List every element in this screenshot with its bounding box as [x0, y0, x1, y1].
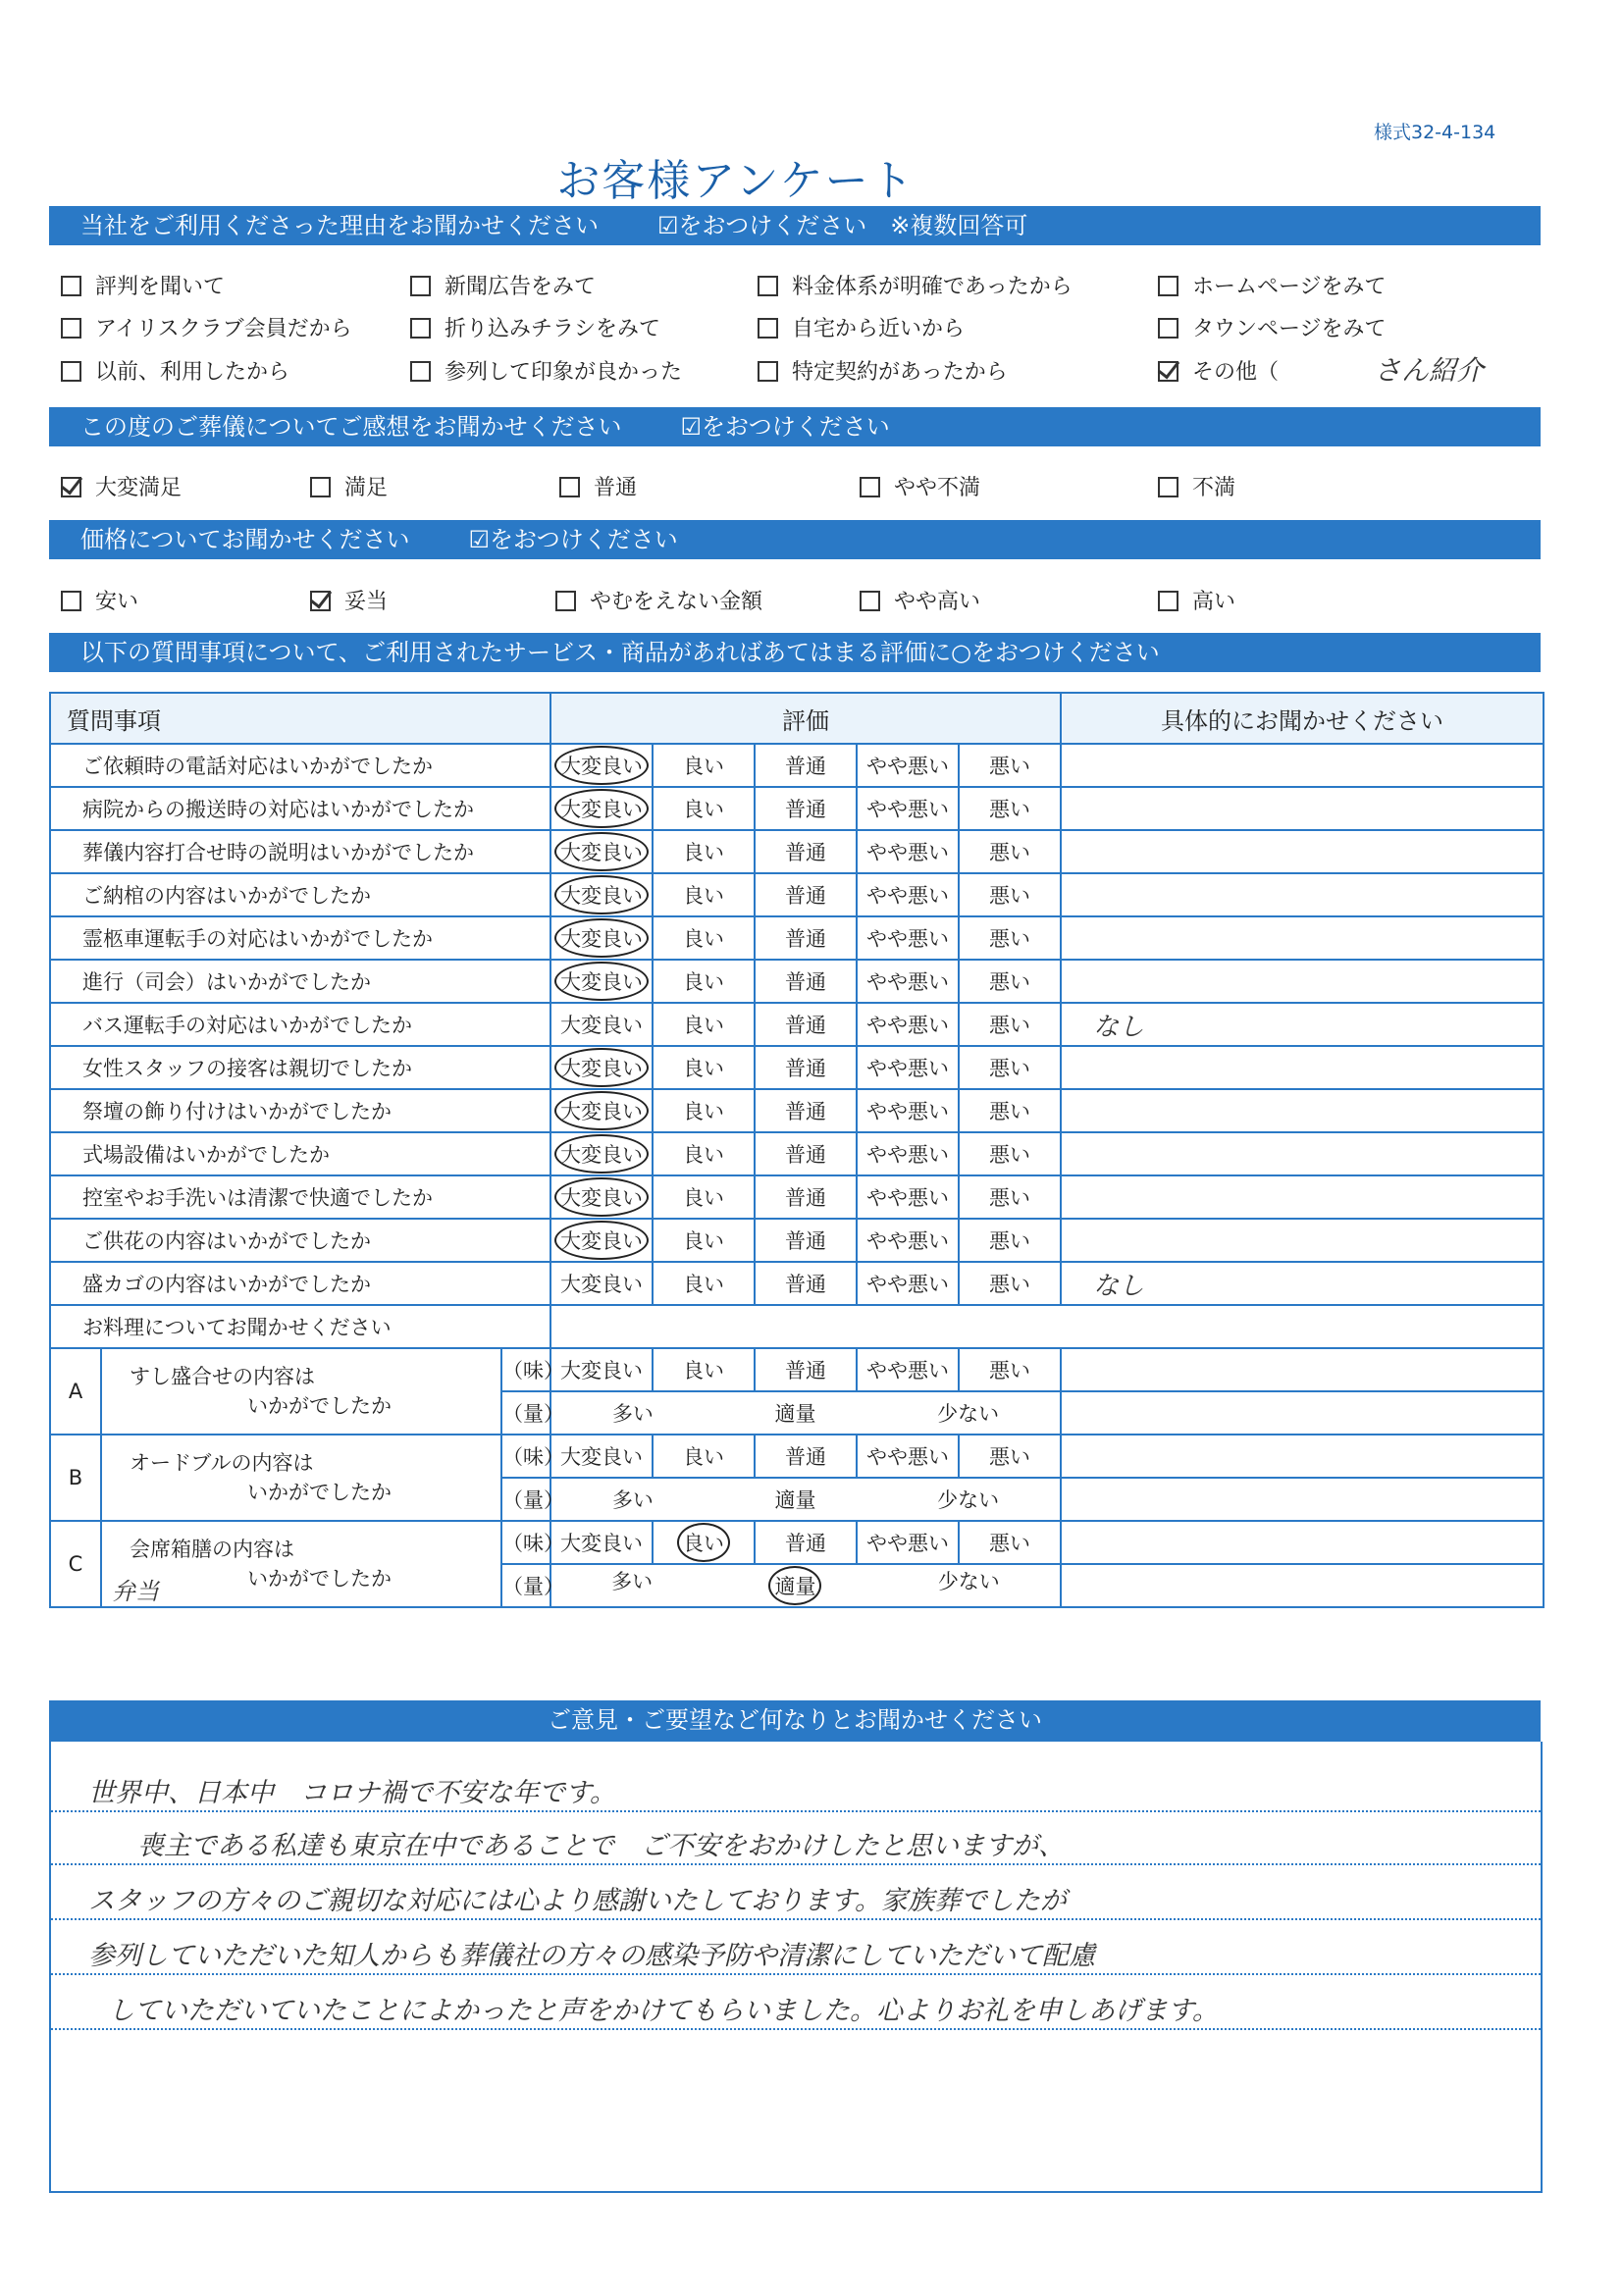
taste-label: （味）: [501, 1521, 550, 1564]
table-row: [50, 1175, 1544, 1219]
rating-option[interactable]: 大変良い: [550, 1089, 653, 1132]
checkbox-option[interactable]: やや高い: [860, 585, 980, 615]
section-reasons-header: [49, 206, 1541, 245]
checkbox-option[interactable]: タウンページをみて: [1158, 312, 1387, 342]
question-label: 控室やお手洗いは清潔で快適でしたか: [50, 1175, 550, 1219]
table-row: [50, 787, 1544, 830]
rating-option[interactable]: 良い: [653, 1175, 755, 1219]
rating-option[interactable]: 普通: [755, 960, 857, 1003]
rating-option[interactable]: 良い: [653, 873, 755, 916]
question-label: 霊柩車運転手の対応はいかがでしたか: [50, 916, 550, 960]
checkbox-checked-icon[interactable]: [310, 591, 331, 611]
rating-option[interactable]: 悪い: [959, 916, 1061, 960]
rating-option[interactable]: 普通: [755, 1175, 857, 1219]
checkbox-checked-icon[interactable]: [1158, 361, 1178, 382]
checkbox-option[interactable]: 普通: [559, 471, 637, 501]
checkbox-option[interactable]: 自宅から近いから: [758, 312, 965, 342]
question-label: ご納棺の内容はいかがでしたか: [50, 873, 550, 916]
evaluation-table: [49, 692, 1544, 1608]
rating-option[interactable]: 普通: [755, 787, 857, 830]
table-row: [50, 1046, 1544, 1089]
rating-option[interactable]: やや悪い: [857, 1003, 959, 1046]
section-impression-header: [49, 407, 1541, 446]
rating-option[interactable]: 良い: [653, 1435, 755, 1478]
rating-option[interactable]: やや悪い: [857, 1348, 959, 1391]
rating-option[interactable]: 良い: [653, 916, 755, 960]
rating-option[interactable]: 悪い: [959, 873, 1061, 916]
detail-cell[interactable]: [1061, 1089, 1544, 1132]
section-note: ☑をおつけください: [680, 413, 890, 441]
rating-option[interactable]: 大変良い: [550, 1219, 653, 1262]
rating-option[interactable]: 良い: [653, 787, 755, 830]
rating-option[interactable]: 大変良い: [550, 1175, 653, 1219]
checkbox-icon[interactable]: [860, 591, 880, 611]
section-note: ☑をおつけください: [468, 526, 678, 553]
table-row: [50, 1262, 1544, 1305]
rating-option[interactable]: 大変良い: [550, 1348, 653, 1391]
checkbox-icon[interactable]: [1158, 276, 1178, 296]
table-row: [50, 744, 1544, 787]
section-heading: 価格についてお聞かせください: [80, 526, 410, 553]
checkbox-option[interactable]: 以前、利用したから: [61, 355, 289, 386]
question-label: 祭壇の飾り付けはいかがでしたか: [50, 1089, 550, 1132]
detail-cell[interactable]: [1061, 744, 1544, 787]
detail-cell[interactable]: [1061, 1132, 1544, 1175]
checkbox-icon[interactable]: [860, 477, 880, 497]
amount-option[interactable]: 多い: [611, 1402, 654, 1426]
rating-option[interactable]: 悪い: [959, 1521, 1061, 1564]
rating-option[interactable]: 良い: [653, 1046, 755, 1089]
comment-line: 世界中、日本中 コロナ禍で不安な年です。: [88, 1778, 616, 1808]
detail-cell[interactable]: なし: [1061, 1003, 1544, 1046]
rating-option[interactable]: 良い: [653, 1521, 755, 1564]
checkbox-option[interactable]: 不満: [1158, 471, 1235, 501]
table-row: [50, 1132, 1544, 1175]
comment-line: 参列していただいた知人からも葬儀社の方々の感染予防や清潔にしていただいて配慮: [88, 1941, 1095, 1971]
table-row: [50, 1003, 1544, 1046]
section-heading: 当社をご利用くださった理由をお聞かせください: [80, 212, 599, 239]
rating-option[interactable]: やや悪い: [857, 1089, 959, 1132]
rating-option[interactable]: 普通: [755, 1132, 857, 1175]
table-row: [50, 873, 1544, 916]
table-row: [50, 1219, 1544, 1262]
rating-option[interactable]: やや悪い: [857, 1219, 959, 1262]
checkbox-icon[interactable]: [758, 318, 778, 339]
rating-option[interactable]: 悪い: [959, 1046, 1061, 1089]
checkbox-icon[interactable]: [555, 591, 576, 611]
page-title: お客様アンケート: [556, 156, 916, 206]
rating-option[interactable]: 大変良い: [550, 1003, 653, 1046]
checkbox-option[interactable]: 参列して印象が良かった: [410, 355, 682, 386]
checkbox-option[interactable]: ホームページをみて: [1158, 270, 1387, 300]
rating-option[interactable]: 悪い: [959, 1175, 1061, 1219]
rating-option[interactable]: 大変良い: [550, 1435, 653, 1478]
checkbox-icon[interactable]: [61, 318, 81, 339]
rating-option[interactable]: やや悪い: [857, 744, 959, 787]
comment-line: スタッフの方々のご親切な対応には心より感謝いたしております。家族葬でしたが: [88, 1886, 1067, 1916]
detail-cell[interactable]: [1061, 1175, 1544, 1219]
checkbox-icon[interactable]: [758, 361, 778, 382]
amount-label: （量）: [501, 1564, 550, 1607]
table-row: [50, 1348, 1544, 1391]
rating-option[interactable]: 悪い: [959, 960, 1061, 1003]
rating-option[interactable]: 大変良い: [550, 1132, 653, 1175]
rating-option[interactable]: 悪い: [959, 1262, 1061, 1305]
detail-cell[interactable]: [1061, 1348, 1544, 1391]
checkbox-icon[interactable]: [61, 276, 81, 296]
checkbox-option[interactable]: 妥当: [310, 585, 388, 615]
rating-option[interactable]: 普通: [755, 1089, 857, 1132]
column-header-rating: 評価: [550, 693, 1061, 744]
rating-option[interactable]: 良い: [653, 960, 755, 1003]
checkbox-option[interactable]: 満足: [310, 471, 388, 501]
food-question: 会席箱膳の内容は いかがでしたか 弁当: [101, 1521, 501, 1607]
column-header-detail: 具体的にお聞かせください: [1061, 693, 1544, 744]
amount-option[interactable]: 適量: [774, 1402, 816, 1426]
rating-option[interactable]: 良い: [653, 1262, 755, 1305]
rating-option[interactable]: 良い: [653, 830, 755, 873]
comment-line: 喪主である私達も東京在中であることで ご不安をおかけしたと思いますが、: [137, 1831, 1065, 1861]
checkbox-option[interactable]: 高い: [1158, 585, 1235, 615]
rating-option[interactable]: 悪い: [959, 1089, 1061, 1132]
rating-option[interactable]: やや悪い: [857, 1521, 959, 1564]
rating-option[interactable]: やや悪い: [857, 873, 959, 916]
section-heading: 以下の質問事項について、ご利用されたサービス・商品があればあてはまる評価に○をおつけください: [80, 639, 1160, 666]
question-label: 式場設備はいかがでしたか: [50, 1132, 550, 1175]
rating-option[interactable]: 普通: [755, 744, 857, 787]
amount-options: [550, 1391, 1061, 1435]
amount-options: [550, 1564, 1061, 1607]
taste-label: （味）: [501, 1435, 550, 1478]
amount-option[interactable]: 多い: [611, 1488, 654, 1512]
rating-option[interactable]: やや悪い: [857, 1132, 959, 1175]
rating-option[interactable]: 悪い: [959, 1219, 1061, 1262]
rating-option[interactable]: 悪い: [959, 787, 1061, 830]
section-price-header: [49, 520, 1541, 559]
rating-option[interactable]: 普通: [755, 1046, 857, 1089]
rating-option[interactable]: やや悪い: [857, 1046, 959, 1089]
amount-option[interactable]: 適量: [768, 1566, 821, 1605]
section-heading: この度のご葬儀についてご感想をお聞かせください: [80, 413, 622, 441]
rating-option[interactable]: 大変良い: [550, 960, 653, 1003]
amount-option[interactable]: 少ない: [937, 1488, 1000, 1512]
amount-option[interactable]: 多い: [611, 1570, 654, 1593]
section-note: ☑をおつけください ※複数回答可: [657, 212, 1028, 239]
table-row: [50, 960, 1544, 1003]
rating-option[interactable]: 普通: [755, 1435, 857, 1478]
checkbox-option[interactable]: 料金体系が明確であったから: [758, 270, 1073, 300]
rating-option[interactable]: 良い: [653, 1003, 755, 1046]
rating-option[interactable]: 良い: [653, 1219, 755, 1262]
rating-option[interactable]: 普通: [755, 916, 857, 960]
rating-option[interactable]: 悪い: [959, 830, 1061, 873]
food-letter: A: [50, 1348, 101, 1435]
other-reason-handwriting: さん紹介: [1374, 354, 1485, 387]
question-label: ご供花の内容はいかがでしたか: [50, 1219, 550, 1262]
checkbox-option[interactable]: アイリスクラブ会員だから: [61, 312, 352, 342]
rating-option[interactable]: 普通: [755, 1262, 857, 1305]
checkbox-icon[interactable]: [410, 318, 431, 339]
form-id: 様式32-4-134: [1374, 122, 1496, 143]
amount-label: （量）: [501, 1478, 550, 1521]
rating-option[interactable]: やや悪い: [857, 960, 959, 1003]
checkbox-option-other[interactable]: その他（: [1158, 355, 1279, 386]
checkbox-option[interactable]: 安い: [61, 585, 138, 615]
comment-line: していただいていたことによかったと声をかけてもらいました。心よりお礼を申しあげます。: [108, 1996, 1219, 2026]
rating-option[interactable]: 悪い: [959, 1132, 1061, 1175]
table-row: [50, 1521, 1544, 1564]
checkbox-icon[interactable]: [310, 477, 331, 497]
table-row: [50, 916, 1544, 960]
checkbox-icon[interactable]: [61, 361, 81, 382]
rating-option[interactable]: 大変良い: [550, 787, 653, 830]
detail-cell[interactable]: [1061, 916, 1544, 960]
question-label: 葬儀内容打合せ時の説明はいかがでしたか: [50, 830, 550, 873]
food-question: オードブルの内容は いかがでしたか: [101, 1435, 501, 1521]
rating-option[interactable]: 普通: [755, 873, 857, 916]
checkbox-option[interactable]: 大変満足: [61, 471, 182, 501]
detail-cell[interactable]: [1061, 787, 1544, 830]
checkbox-option[interactable]: やや不満: [860, 471, 980, 501]
rating-option[interactable]: 普通: [755, 1219, 857, 1262]
detail-cell[interactable]: なし: [1061, 1262, 1544, 1305]
food-question: すし盛合せの内容は いかがでしたか: [101, 1348, 501, 1435]
food-letter: B: [50, 1435, 101, 1521]
detail-cell[interactable]: [1061, 1391, 1544, 1435]
rating-option[interactable]: 大変良い: [550, 744, 653, 787]
checkbox-icon[interactable]: [559, 477, 580, 497]
rating-option[interactable]: やや悪い: [857, 1262, 959, 1305]
rating-option[interactable]: 悪い: [959, 1003, 1061, 1046]
rating-option[interactable]: やや悪い: [857, 1175, 959, 1219]
detail-cell[interactable]: [1061, 873, 1544, 916]
checkbox-icon[interactable]: [758, 276, 778, 296]
taste-label: （味）: [501, 1348, 550, 1391]
detail-cell[interactable]: [1061, 1435, 1544, 1478]
rating-option[interactable]: 大変良い: [550, 1262, 653, 1305]
question-label: バス運転手の対応はいかがでしたか: [50, 1003, 550, 1046]
section-comments-header: [49, 1700, 1541, 1742]
rating-option[interactable]: 大変良い: [550, 830, 653, 873]
rating-option[interactable]: やや悪い: [857, 1435, 959, 1478]
checkbox-option[interactable]: 評判を聞いて: [61, 270, 225, 300]
amount-option[interactable]: 適量: [774, 1488, 816, 1512]
checkbox-icon[interactable]: [1158, 477, 1178, 497]
rating-option[interactable]: やや悪い: [857, 787, 959, 830]
food-section-label: お料理についてお聞かせください: [50, 1305, 550, 1348]
amount-option[interactable]: 少ない: [937, 1402, 1000, 1426]
detail-cell[interactable]: [1061, 1521, 1544, 1564]
rating-option[interactable]: 良い: [653, 1348, 755, 1391]
detail-cell[interactable]: [1061, 830, 1544, 873]
rating-option[interactable]: 大変良い: [550, 1521, 653, 1564]
rating-option[interactable]: 普通: [755, 1003, 857, 1046]
amount-label: （量）: [501, 1391, 550, 1435]
question-label: 進行（司会）はいかがでしたか: [50, 960, 550, 1003]
rating-option[interactable]: 悪い: [959, 744, 1061, 787]
detail-cell[interactable]: [1061, 1046, 1544, 1089]
table-row: [50, 1305, 1544, 1348]
amount-option[interactable]: 少ない: [937, 1570, 1000, 1593]
question-label: 盛カゴの内容はいかがでしたか: [50, 1262, 550, 1305]
question-label: ご依頼時の電話対応はいかがでしたか: [50, 744, 550, 787]
checkbox-checked-icon[interactable]: [61, 477, 81, 497]
detail-cell[interactable]: [1061, 960, 1544, 1003]
table-row: [50, 1089, 1544, 1132]
rating-option[interactable]: やや悪い: [857, 916, 959, 960]
checkbox-option[interactable]: 折り込みチラシをみて: [410, 312, 660, 342]
rating-option[interactable]: 良い: [653, 1089, 755, 1132]
rating-option[interactable]: 大変良い: [550, 916, 653, 960]
checkbox-icon[interactable]: [410, 361, 431, 382]
rating-option[interactable]: 普通: [755, 830, 857, 873]
detail-cell[interactable]: [1061, 1564, 1544, 1607]
amount-options: [550, 1478, 1061, 1521]
question-label: 病院からの搬送時の対応はいかがでしたか: [50, 787, 550, 830]
checkbox-icon[interactable]: [1158, 591, 1178, 611]
detail-cell[interactable]: [1061, 1219, 1544, 1262]
checkbox-icon[interactable]: [1158, 318, 1178, 339]
checkbox-option[interactable]: 新聞広告をみて: [410, 270, 596, 300]
table-row: [50, 830, 1544, 873]
table-row: [50, 1435, 1544, 1478]
rating-option[interactable]: 大変良い: [550, 1046, 653, 1089]
checkbox-option[interactable]: やむをえない金額: [555, 585, 762, 615]
checkbox-icon[interactable]: [61, 591, 81, 611]
checkbox-icon[interactable]: [410, 276, 431, 296]
detail-cell[interactable]: [1061, 1478, 1544, 1521]
rating-option[interactable]: 悪い: [959, 1435, 1061, 1478]
rating-option[interactable]: 良い: [653, 744, 755, 787]
food-letter: C: [50, 1521, 101, 1607]
section-heading: ご意見・ご要望など何なりとお聞かせください: [548, 1706, 1042, 1734]
section-questions-header: [49, 633, 1541, 672]
rating-option[interactable]: 大変良い: [550, 873, 653, 916]
rating-option[interactable]: 良い: [653, 1132, 755, 1175]
checkbox-option[interactable]: 特定契約があったから: [758, 355, 1008, 386]
rating-option[interactable]: 普通: [755, 1348, 857, 1391]
question-label: 女性スタッフの接客は親切でしたか: [50, 1046, 550, 1089]
column-header-question: 質問事項: [50, 693, 550, 744]
rating-option[interactable]: 普通: [755, 1521, 857, 1564]
rating-option[interactable]: 悪い: [959, 1348, 1061, 1391]
rating-option[interactable]: やや悪い: [857, 830, 959, 873]
